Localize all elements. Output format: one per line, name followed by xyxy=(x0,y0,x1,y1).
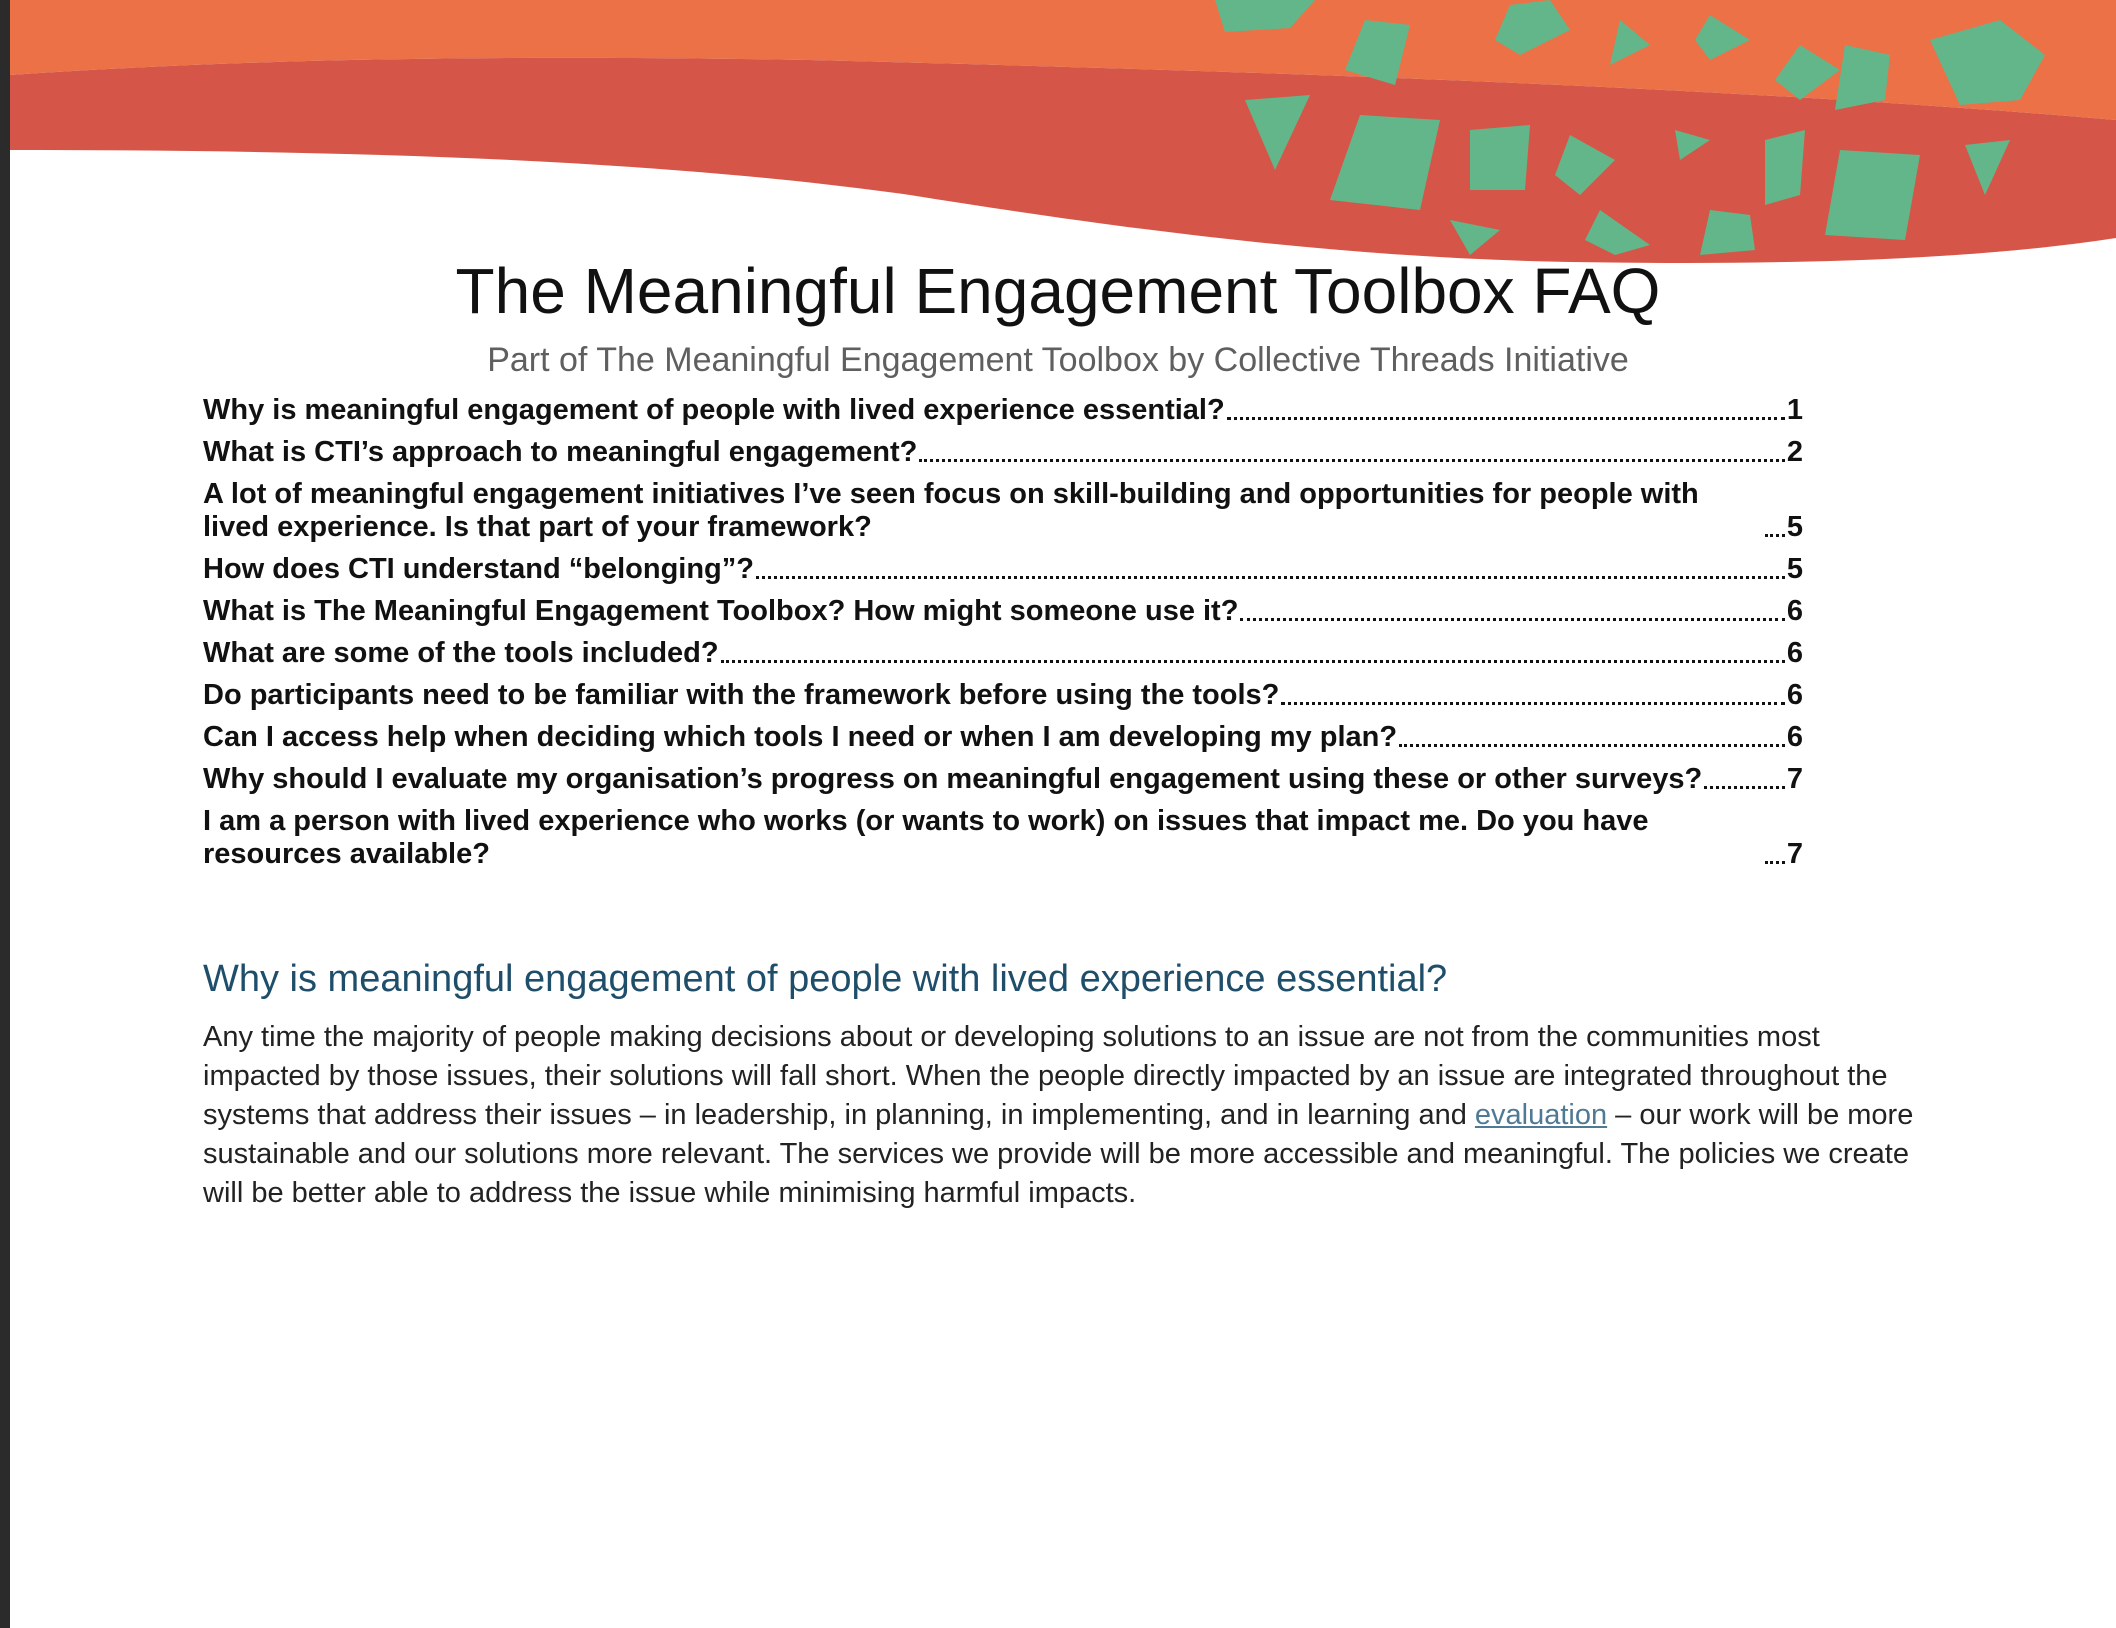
toc-leader-dots xyxy=(1765,861,1785,864)
toc-entry-text: A lot of meaningful engagement initiatives I’ve seen focus on skill-building and opportunities for people with lived experience. Is that part of your framework? xyxy=(203,478,1699,543)
toc-leader-dots xyxy=(1704,786,1785,789)
toc-entry[interactable] xyxy=(203,436,1803,469)
toc-entry-text: What is The Meaningful Engagement Toolbox? How might someone use it? xyxy=(203,595,1239,627)
toc-leader-dots xyxy=(1281,702,1784,705)
toc-entry-text: Why should I evaluate my organisation’s progress on meaningful engagement using these or other surveys? xyxy=(203,763,1703,795)
document-title: The Meaningful Engagement Toolbox FAQ xyxy=(455,255,1661,327)
toc-leader-dots xyxy=(1227,417,1785,420)
toc-leader-dots xyxy=(756,576,1785,579)
toc-leader-dots xyxy=(1765,534,1785,537)
toc-leader-dots xyxy=(919,459,1785,462)
toc-page-number: 1 xyxy=(1786,394,1803,426)
toc-leader-dots xyxy=(1399,744,1785,747)
toc-page-number: 6 xyxy=(1786,679,1803,711)
toc-entry[interactable] xyxy=(203,805,1803,871)
section-heading: Why is meaningful engagement of people with lived experience essential? xyxy=(203,958,1448,1000)
toc-entry[interactable] xyxy=(203,721,1803,754)
evaluation-link[interactable]: evaluation xyxy=(1474,1099,1608,1131)
toc-page-number: 7 xyxy=(1786,763,1803,795)
toc-leader-dots xyxy=(1240,618,1784,621)
section-body-paragraph xyxy=(203,1018,1943,1213)
toc-page-number: 5 xyxy=(1786,553,1803,585)
toc-entry-text: What are some of the tools included? xyxy=(203,637,719,669)
toc-page-number: 7 xyxy=(1786,838,1803,870)
toc-page-number: 6 xyxy=(1786,637,1803,669)
toc-entry[interactable] xyxy=(203,553,1803,586)
toc-entry-text: What is CTI’s approach to meaningful engagement? xyxy=(203,436,918,468)
toc-page-number: 5 xyxy=(1786,511,1803,543)
toc-entry-text: Can I access help when deciding which tools I need or when I am developing my plan? xyxy=(203,721,1398,753)
toc-entry[interactable] xyxy=(203,637,1803,670)
toc-entry[interactable] xyxy=(203,679,1803,712)
toc-entry[interactable] xyxy=(203,478,1803,544)
toc-page-number: 6 xyxy=(1786,721,1803,753)
toc-entry-text: Why is meaningful engagement of people with lived experience essential? xyxy=(203,394,1225,426)
table-of-contents xyxy=(203,394,1803,880)
toc-entry-text: I am a person with lived experience who works (or wants to work) on issues that impact me. Do you have resources available? xyxy=(203,805,1649,870)
toc-page-number: 6 xyxy=(1786,595,1803,627)
document-subtitle: Part of The Meaningful Engagement Toolbox by Collective Threads Initiative xyxy=(487,341,1629,379)
toc-entry[interactable] xyxy=(203,595,1803,628)
body-text-before-link: Any time the majority of people making decisions about or developing solutions to an issue are not from the communities most impacted by those issues, their solutions will fall short. When the people directly impacted by an issue are integrated throughout the systems that address their issues – in leadership, in planning, in implementing, and in learning and xyxy=(203,1021,1888,1131)
toc-entry-text: How does CTI understand “belonging”? xyxy=(203,553,754,585)
toc-entry[interactable] xyxy=(203,763,1803,796)
toc-entry[interactable] xyxy=(203,394,1803,427)
toc-leader-dots xyxy=(721,660,1785,663)
toc-page-number: 2 xyxy=(1786,436,1803,468)
toc-entry-text: Do participants need to be familiar with the framework before using the tools? xyxy=(203,679,1280,711)
body-text-after-link: – our work will be more sustainable and our solutions more relevant. The services we provide will be more accessible and meaningful. The policies we create will be better able to address the issue while minimising harmful impacts. xyxy=(203,1099,1914,1209)
